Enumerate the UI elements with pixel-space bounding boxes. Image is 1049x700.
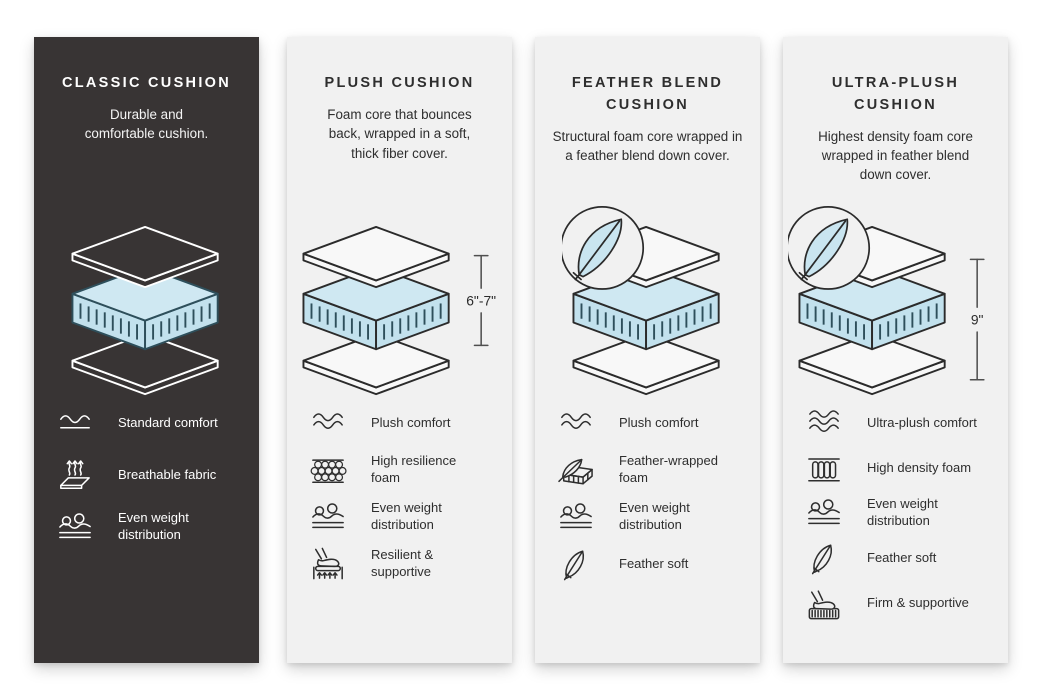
card-title: FEATHER BLEND CUSHION [571, 75, 724, 113]
feature-list [557, 405, 754, 582]
feature-label: Breathable fabric [118, 466, 217, 482]
measurement-label: 9" [970, 311, 984, 328]
feature-label: Standard comfort [118, 414, 218, 430]
feature-item [309, 452, 506, 488]
cushion-layers-graphic [292, 202, 506, 420]
measurement-label: 6"-7" [466, 292, 497, 309]
feature-item [309, 405, 506, 441]
feature-label: Feather soft [867, 549, 937, 565]
feature-item [557, 452, 754, 488]
feather-badge-icon [562, 207, 643, 289]
cushion-diagram [292, 202, 506, 420]
cushion-layers-graphic [61, 202, 275, 420]
foot-mattress-icon [805, 586, 843, 620]
feature-item [56, 457, 253, 493]
resilience-foam-icon [309, 453, 347, 487]
feature-item [56, 509, 253, 545]
feather-icon [805, 541, 843, 575]
feature-label: Resilient & supportive [371, 547, 434, 579]
feature-item [805, 405, 1002, 441]
feature-label: High resilience foam [371, 453, 457, 485]
breathable-icon [56, 458, 94, 492]
feature-item [805, 585, 1002, 621]
cushion-diagram [61, 202, 275, 420]
feature-item [805, 450, 1002, 486]
density-foam-icon [805, 451, 843, 485]
cushion-card [783, 37, 1008, 663]
wave-single-icon [56, 406, 94, 440]
card-description: Structural foam core wrapped in a feather blend down cover. [552, 128, 743, 163]
feature-label: High density foam [867, 459, 972, 475]
cushion-card [535, 37, 760, 663]
card-title: CLASSIC CUSHION [61, 75, 232, 91]
feather-badge-icon [788, 207, 869, 289]
wave-triple-icon [805, 406, 843, 440]
card-title: PLUSH CUSHION [324, 75, 475, 91]
cushion-diagram [788, 202, 1002, 420]
feature-list [56, 405, 253, 545]
feature-label: Plush comfort [371, 414, 451, 430]
feature-label: Ultra-plush comfort [867, 414, 977, 430]
card-description: Durable and comfortable cushion. [84, 106, 209, 142]
feature-item [309, 546, 506, 582]
wave-double-icon [309, 406, 347, 440]
feather-icon [557, 547, 595, 581]
feature-label: Feather-wrapped foam [619, 453, 718, 485]
cushion-layers-graphic [562, 202, 776, 420]
cushion-card [287, 37, 512, 663]
even-weight-icon [805, 496, 843, 530]
feature-label: Even weight distribution [619, 500, 690, 532]
even-weight-icon [557, 500, 595, 534]
feature-item [557, 499, 754, 535]
feature-label: Plush comfort [619, 414, 699, 430]
feature-label: Even weight distribution [118, 510, 189, 542]
feature-label: Firm & supportive [867, 594, 969, 610]
feature-item [805, 540, 1002, 576]
card-description: Highest density foam core wrapped in feather blend down cover. [818, 128, 973, 183]
feature-label: Feather soft [619, 555, 689, 571]
foot-arrows-icon [309, 547, 347, 581]
feature-item [56, 405, 253, 441]
even-weight-icon [56, 510, 94, 544]
wave-double-icon [557, 406, 595, 440]
cushion-diagram [562, 202, 776, 420]
even-weight-icon [309, 500, 347, 534]
feature-label: Even weight distribution [371, 500, 442, 532]
feature-item [309, 499, 506, 535]
feature-item [805, 495, 1002, 531]
feature-item [557, 405, 754, 441]
cushion-card [34, 37, 259, 663]
cushion-layers-graphic [788, 202, 1002, 420]
card-description: Foam core that bounces back, wrapped in a soft, thick fiber cover. [327, 106, 472, 161]
feature-list [309, 405, 506, 582]
feature-item [557, 546, 754, 582]
feature-label: Even weight distribution [867, 496, 938, 528]
feather-foam-icon [557, 453, 595, 487]
card-title: ULTRA-PLUSH CUSHION [831, 75, 960, 113]
feature-list [805, 405, 1002, 621]
